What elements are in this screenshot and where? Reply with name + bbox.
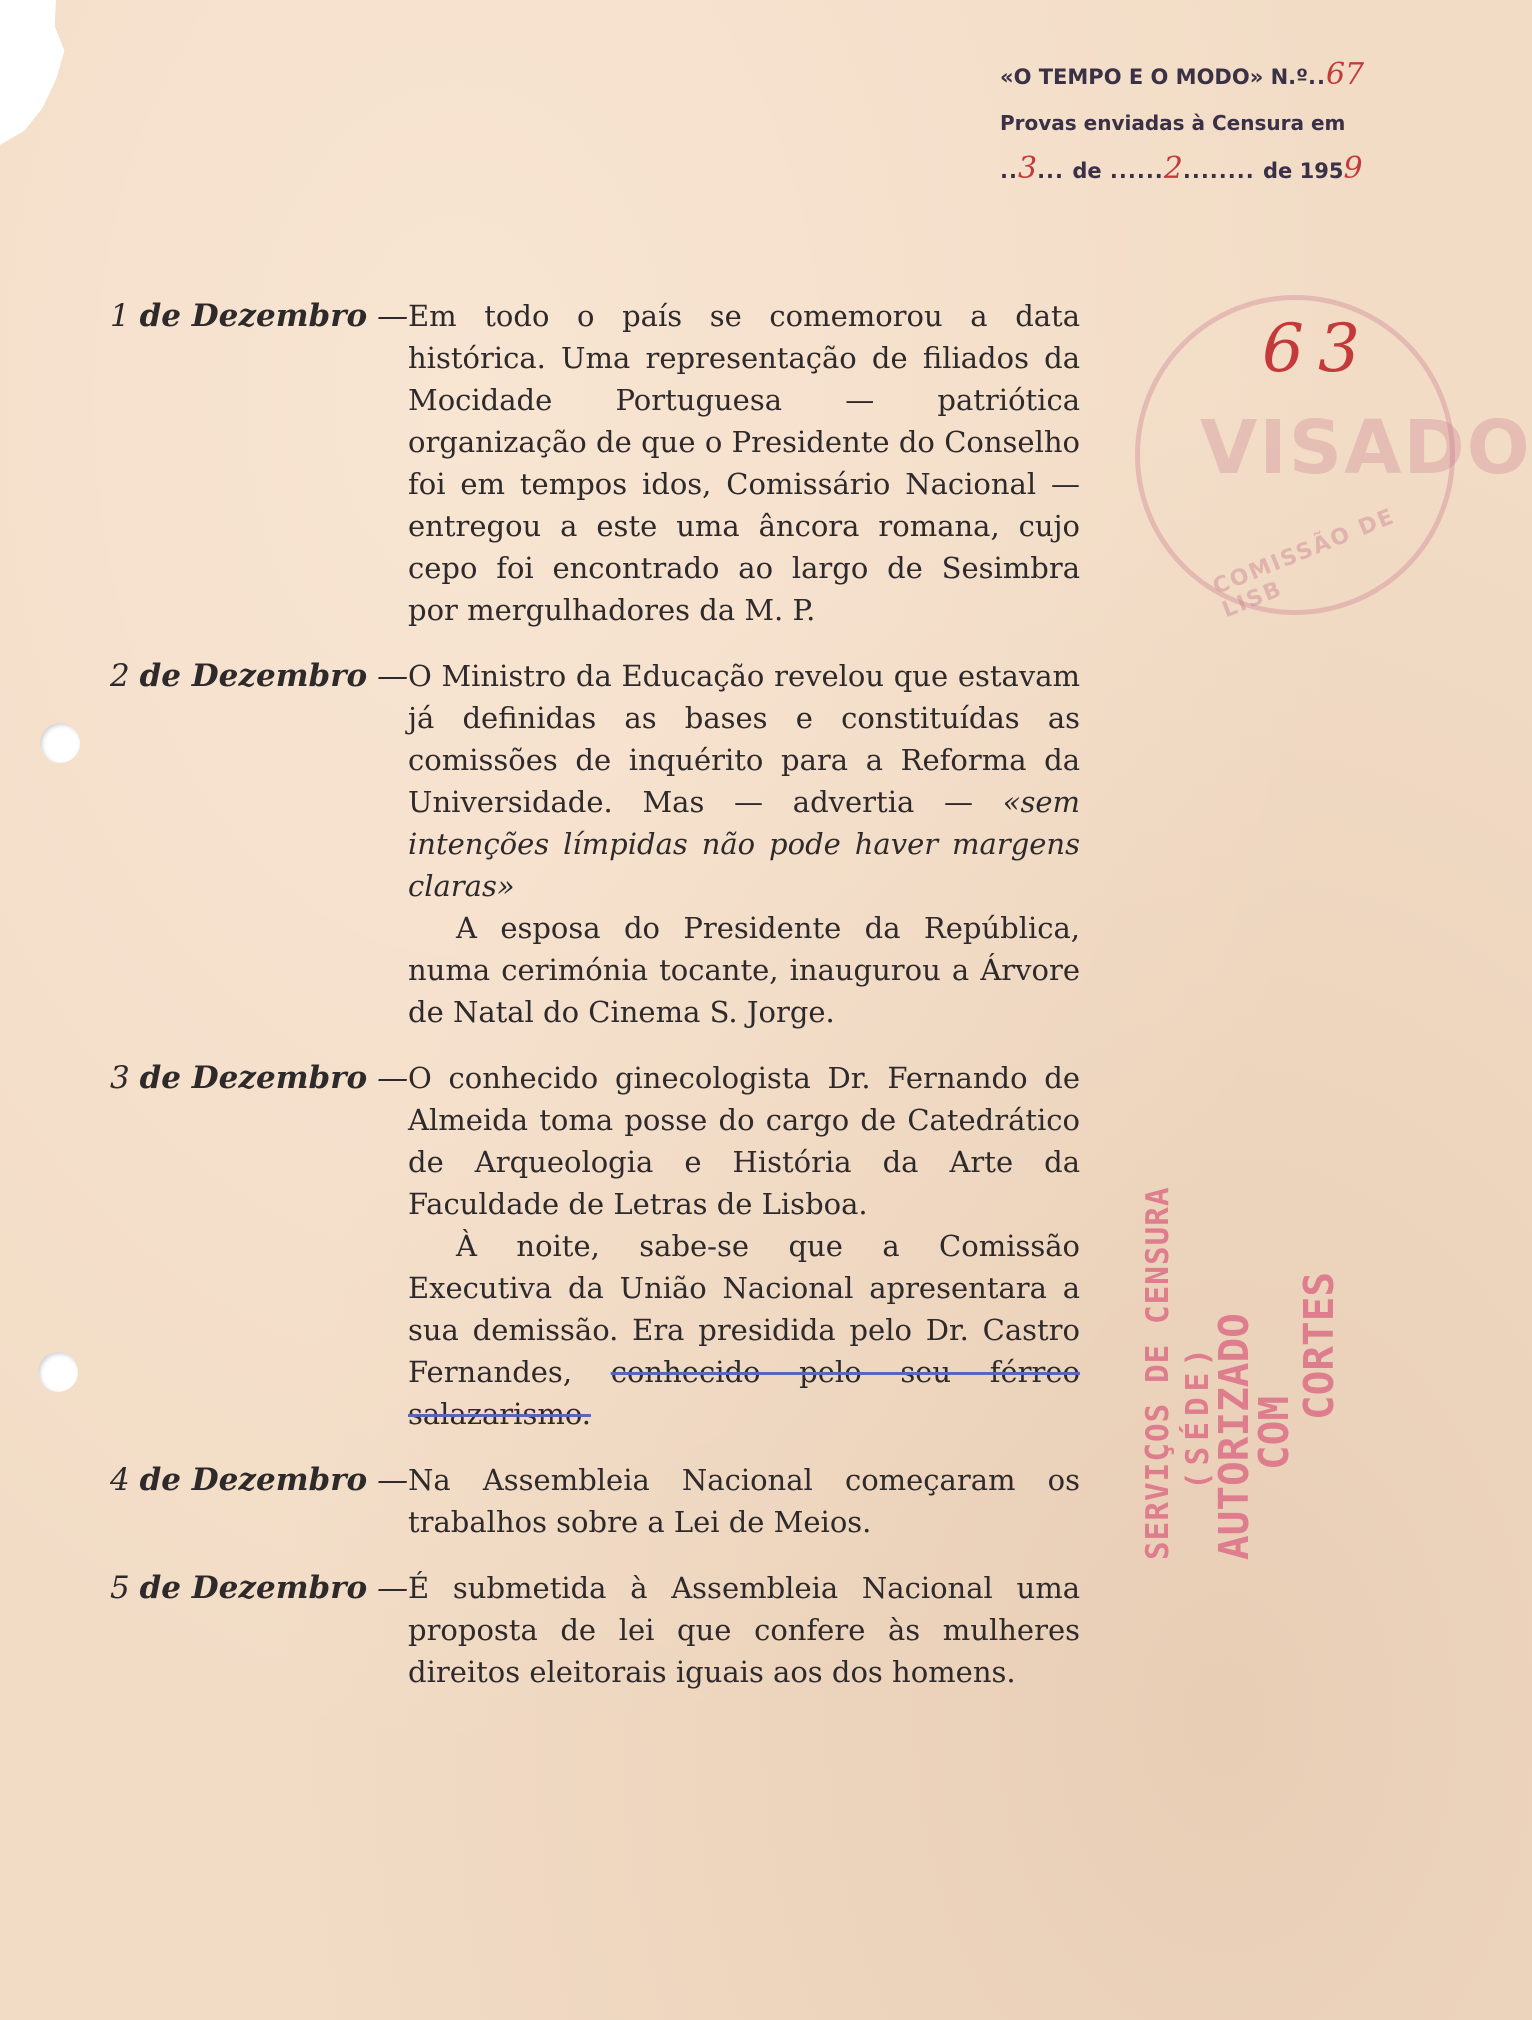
- entry-date: 3 de Dezembro —: [110, 1060, 409, 1096]
- entry-dec-4: [110, 1459, 1090, 1543]
- entry-dec-5: [110, 1567, 1090, 1693]
- proofs-label: Provas enviadas à Censura em: [1000, 111, 1346, 135]
- censor-service-line: SERVIÇOS DE CENSURA: [1140, 1186, 1176, 1560]
- date-number: 3: [110, 1060, 130, 1096]
- censor-cuts-line: CORTES: [1295, 1271, 1343, 1420]
- entry-paragraph: [408, 655, 1080, 907]
- punch-hole-top: [40, 723, 80, 763]
- date-month: 2: [1163, 151, 1183, 186]
- entry-text: [400, 1459, 1080, 1543]
- entry-paragraph-text: O Ministro da Educação revelou que estavam já definidas as bases e constituídas as comissões de inquérito para a Reforma da Universidade. Mas — advertia —: [408, 659, 1080, 819]
- date-number: 2: [110, 658, 130, 694]
- entry-paragraph-text: À noite, sabe-se que a Comissão Executiva da União Nacional apresentara a sua demissão. Era presidida pelo Dr. Castro Fernandes,: [408, 1229, 1080, 1389]
- entry-dec-1: [110, 295, 1090, 631]
- date-number: 4: [110, 1462, 130, 1498]
- censored-strikethrough-text: conhecido pelo seu férreo salazarismo.: [408, 1355, 1081, 1431]
- handwritten-page-number: 63: [1262, 310, 1374, 387]
- entry-paragraph: Na Assembleia Nacional começaram os trabalhos sobre a Lei de Meios.: [408, 1463, 1080, 1539]
- censor-with-line: COM: [1250, 1395, 1298, 1470]
- entry-text: [400, 1057, 1080, 1435]
- censor-authorized-line: AUTORIZADO: [1210, 1313, 1258, 1560]
- entry-paragraph: Em todo o país se comemorou a data histórica. Uma representação de filiados da Mocidade Portuguesa — patriótica organização de que o Presidente do Conselho foi em tempos idos, Comissário Nacional — entregou a este uma âncora romana, cujo cepo foi encontrado ao largo de Sesimbra por mergulhadores da M. P.: [408, 299, 1080, 627]
- date-month-label: de Dezembro: [139, 658, 368, 694]
- date-month-label: de Dezembro: [139, 1570, 368, 1606]
- entry-text: [400, 655, 1080, 1033]
- entry-paragraph: O conhecido ginecologista Dr. Fernando de Almeida toma posse do cargo de Catedrático de Arqueologia e História da Arte da Faculdade de Letras de Lisboa.: [408, 1061, 1080, 1221]
- entry-dec-2: [110, 655, 1090, 1033]
- date-day: 3: [1017, 151, 1038, 186]
- stamp-line-publication: «O TEMPO E O MODO» N.º..67: [1000, 52, 1430, 100]
- date-de-2: de: [1263, 159, 1293, 183]
- entry-paragraph: [408, 1225, 1080, 1435]
- entry-date: 5 de Dezembro —: [110, 1570, 409, 1606]
- entry-paragraph: É submetida à Assembleia Nacional uma proposta de lei que confere às mulheres direitos eleitorais iguais aos dos homens.: [408, 1571, 1080, 1689]
- commission-ring-text: COMISSÃO DE LISB: [1209, 503, 1399, 624]
- minister-quote: «sem intenções límpidas não pode haver margens claras»: [408, 785, 1080, 903]
- visado-text: VISADO: [1200, 405, 1532, 491]
- date-number: 1: [110, 298, 130, 334]
- date-year-digit: 9: [1343, 151, 1363, 186]
- stamp-line-proofs: [1000, 100, 1430, 146]
- entry-paragraph: A esposa do Presidente da República, numa cerimónia tocante, inaugurou a Árvore de Natal do Cinema S. Jorge.: [408, 911, 1080, 1029]
- entry-date: 1 de Dezembro —: [110, 298, 409, 334]
- torn-corner: [0, 0, 70, 145]
- date-month-label: de Dezembro: [139, 1462, 368, 1498]
- entry-date: 2 de Dezembro —: [110, 658, 409, 694]
- date-year-prefix: 195: [1299, 159, 1344, 183]
- entry-dec-3: [110, 1057, 1090, 1435]
- entry-text: [400, 1567, 1080, 1693]
- censor-seat-line: (SÉDE): [1180, 1342, 1216, 1490]
- publication-label: «O TEMPO E O MODO» N.º: [1000, 65, 1308, 89]
- date-month-label: de Dezembro: [139, 1060, 368, 1096]
- issue-number: 67: [1325, 57, 1365, 92]
- stamp-line-date: ..3... de ......2........ de 1959: [1000, 146, 1430, 194]
- entry-text: [400, 295, 1080, 631]
- entry-date: 4 de Dezembro —: [110, 1462, 409, 1498]
- date-month-label: de Dezembro: [139, 298, 368, 334]
- date-de-1: de: [1072, 159, 1102, 183]
- submission-stamp: [1000, 52, 1430, 194]
- date-number: 5: [110, 1570, 130, 1606]
- punch-hole-bottom: [38, 1352, 78, 1392]
- chronicle-entries: [110, 295, 1090, 1693]
